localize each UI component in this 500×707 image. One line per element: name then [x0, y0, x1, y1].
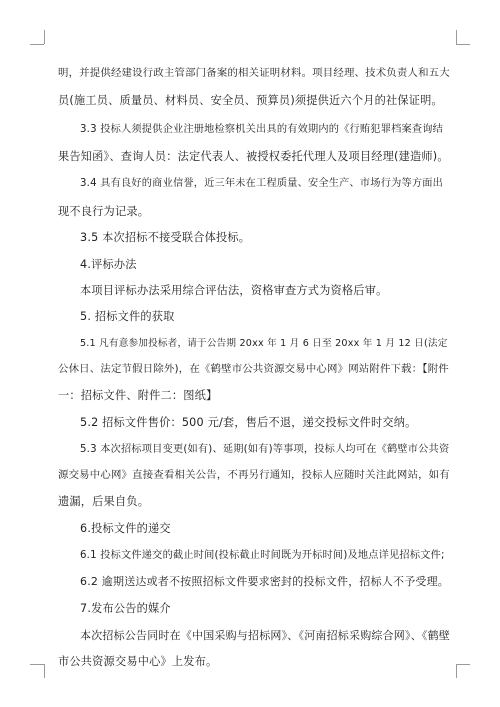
text-line: 现不良行为记录。	[58, 205, 150, 218]
text-line: 3.3 投标人须提供企业注册地检察机关出具的有效期内的《行贿犯罪档案查询结	[80, 124, 444, 135]
section-heading: 5. 招标文件的获取	[80, 310, 175, 323]
crop-mark-bottom-left-v	[44, 664, 45, 678]
section-heading: 4.评标办法	[80, 258, 137, 271]
crop-mark-bottom-left	[30, 664, 44, 665]
text-line: 源交易中心网》直接查看相关公告，不再另行通知，投标人应随时关注此网站，如有	[58, 469, 450, 481]
crop-mark-bottom-right-v	[456, 664, 457, 678]
text-line: 3.4 具有良好的商业信誉，近三年未在工程质量、安全生产、市场行为等方面出	[80, 178, 444, 189]
text-line: 3.5 本次招标不接受联合体投标。	[80, 231, 251, 244]
crop-mark-top-left	[30, 44, 44, 45]
crop-mark-bottom-right	[456, 664, 470, 665]
text-line: 明，并提供经建设行政主管部门备案的相关证明材料。项目经理、技术负责人和五大	[58, 67, 450, 79]
text-line: 公休日、法定节假日除外)，在《鹤壁市公共资源交易中心网》网站附件下载：【附件	[58, 363, 449, 375]
text-line: 市公共资源交易中心》上发布。	[58, 655, 218, 668]
text-line: 一：招标文件、附件二：图纸】	[58, 389, 218, 402]
text-line: 5.2 招标文件售价：500 元/套，售后不退，递交投标文件时交纳。	[80, 416, 417, 429]
text-line: 5.1 凡有意参加投标者，请于公告期 20xx 年 1 月 6 日至 20xx 年 1 月 12 日(法定	[80, 338, 448, 349]
crop-mark-top-left-v	[44, 30, 45, 44]
text-line: 果告知函》、查询人员：法定代表人、被授权委托代理人及项目经理(建造师)。	[58, 150, 449, 163]
crop-mark-top-right-v	[456, 30, 457, 44]
text-line: 6.1 投标文件递交的截止时间(投标截止时间既为开标时间)及地点详见招标文件;	[80, 550, 445, 561]
section-heading: 7.发布公告的媒介	[80, 602, 171, 615]
section-heading: 6.投标文件的递交	[80, 522, 171, 535]
text-line: 6.2 逾期送达或者不按照招标文件要求密封的投标文件，招标人不予受理。	[80, 575, 449, 588]
text-line: 遗漏，后果自负。	[58, 495, 150, 508]
text-line: 本项目评标办法采用综合评估法，资格审查方式为资格后审。	[80, 284, 388, 297]
text-line: 5.3 本次招标项目变更(如有)、延期(如有)等事项，投标人均可在《鹤壁市公共资	[80, 444, 450, 455]
crop-mark-top-right	[456, 44, 470, 45]
text-line: 本次招标公告同时在《中国采购与招标网》、《河南招标采购综合网》、《鹤壁	[80, 629, 450, 642]
text-line: 员(施工员、质量员、材料员、安全员、预算员)须提供近六个月的社保证明。	[58, 94, 443, 107]
